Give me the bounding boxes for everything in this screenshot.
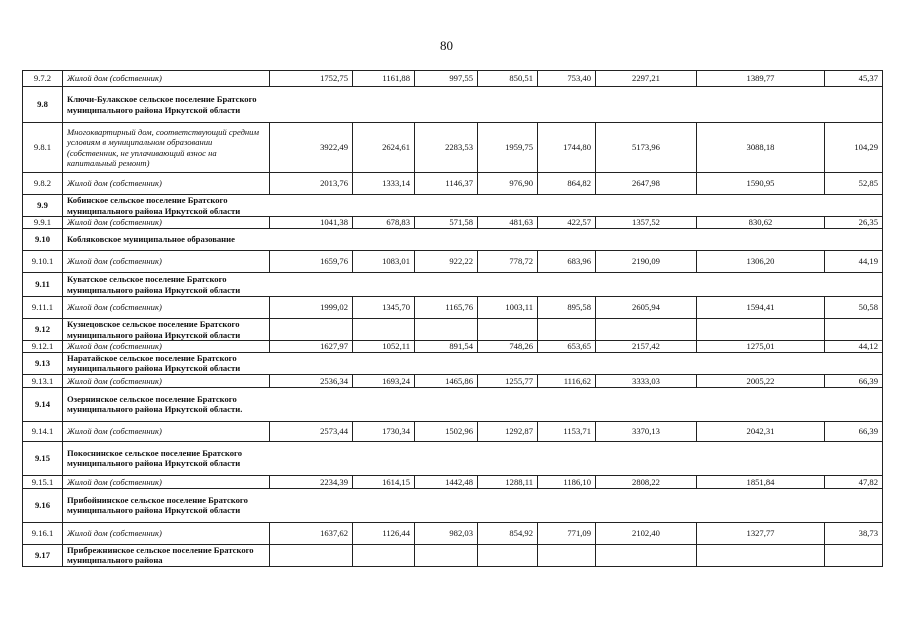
value-cell-1: 1627,97 [270,341,353,353]
value-cell-6: 1357,52 [596,217,697,229]
settlement-row [23,273,883,297]
settlement-row [23,87,883,123]
value-cell-7: 2042,31 [697,421,825,441]
object-type: Жилой дом (собственник) [63,173,270,195]
value-cell-5: 864,82 [538,173,596,195]
settlement-row [23,229,883,251]
value-cell-2: 1126,44 [353,522,415,544]
empty-cell [353,319,415,341]
value-cell-3: 2283,53 [415,123,478,173]
value-cell-8: 104,29 [825,123,883,173]
value-cell-1: 1752,75 [270,71,353,87]
value-cell-2: 1052,11 [353,341,415,353]
settlement-name [63,273,883,297]
value-cell-2: 1345,70 [353,297,415,319]
empty-cell [538,319,596,341]
value-cell-8: 66,39 [825,421,883,441]
settlement-name-text: Покоснинское сельское поселение Братского муниципального района Иркутской области [67,447,242,469]
object-type: Жилой дом (собственник) [63,251,270,273]
value-cell-7: 1389,77 [697,71,825,87]
value-cell-2: 1730,34 [353,421,415,441]
object-type: Жилой дом (собственник) [63,71,270,87]
value-cell-1: 2536,34 [270,374,353,387]
value-cell-2: 1083,01 [353,251,415,273]
empty-cell [825,544,883,566]
value-cell-3: 1165,76 [415,297,478,319]
row-code: 9.13.1 [23,374,63,387]
value-cell-4: 778,72 [478,251,538,273]
settlement-name-text: Озернинское сельское поселение Братского муниципального района Иркутской области. [67,393,243,415]
value-cell-5: 1744,80 [538,123,596,173]
row-code: 9.16 [23,488,63,522]
value-cell-2: 1693,24 [353,374,415,387]
settlement-row [23,441,883,475]
value-cell-5: 895,58 [538,297,596,319]
empty-cell [478,319,538,341]
value-cell-4: 976,90 [478,173,538,195]
value-cell-6: 2190,09 [596,251,697,273]
value-cell-1: 1659,76 [270,251,353,273]
value-cell-4: 1292,87 [478,421,538,441]
settlement-name-text: Прибойнинское сельское поселение Братского муниципального района Иркутской области [67,494,248,516]
page-number: 80 [440,38,453,53]
value-cell-5: 1153,71 [538,421,596,441]
table-row [23,374,883,387]
value-cell-8: 47,82 [825,475,883,488]
table-row [23,251,883,273]
row-code: 9.12 [23,319,63,341]
value-cell-4: 850,51 [478,71,538,87]
row-code: 9.11.1 [23,297,63,319]
row-code: 9.15 [23,441,63,475]
value-cell-7: 830,62 [697,217,825,229]
row-code: 9.8 [23,87,63,123]
empty-cell [353,544,415,566]
table-row [23,173,883,195]
settlement-name [63,319,270,341]
settlement-row [23,387,883,421]
value-cell-6: 2102,40 [596,522,697,544]
value-cell-3: 997,55 [415,71,478,87]
value-cell-8: 44,19 [825,251,883,273]
row-code: 9.10.1 [23,251,63,273]
value-cell-5: 1186,10 [538,475,596,488]
value-cell-7: 1594,41 [697,297,825,319]
object-type: Жилой дом (собственник) [63,374,270,387]
tariff-table [22,70,883,567]
value-cell-1: 1637,62 [270,522,353,544]
tariff-table-body [23,71,883,567]
empty-cell [415,319,478,341]
value-cell-5: 1116,62 [538,374,596,387]
settlement-name [63,195,883,217]
value-cell-6: 3333,03 [596,374,697,387]
value-cell-1: 2013,76 [270,173,353,195]
settlement-name-text: Кобляковское муниципальное образование [67,234,235,245]
row-code: 9.13 [23,353,63,375]
row-code: 9.8.1 [23,123,63,173]
row-code: 9.9 [23,195,63,217]
value-cell-6: 2297,21 [596,71,697,87]
table-row [23,475,883,488]
value-cell-6: 3370,13 [596,421,697,441]
settlement-row [23,488,883,522]
row-code: 9.17 [23,544,63,566]
table-row [23,297,883,319]
object-type: Жилой дом (собственник) [63,341,270,353]
value-cell-6: 2157,42 [596,341,697,353]
settlement-name-text: Кобинское сельское поселение Братского муниципального района Иркутской области [67,195,241,216]
empty-cell [415,544,478,566]
object-type: Жилой дом (собственник) [63,475,270,488]
value-cell-2: 2624,61 [353,123,415,173]
value-cell-2: 1333,14 [353,173,415,195]
settlement-name [63,87,883,123]
settlement-name [63,544,270,566]
settlement-name-text: Кузнецовское сельское поселение Братского муниципального района Иркутской области [67,319,241,340]
value-cell-3: 982,03 [415,522,478,544]
value-cell-1: 2234,39 [270,475,353,488]
value-cell-1: 1041,38 [270,217,353,229]
value-cell-4: 854,92 [478,522,538,544]
value-cell-6: 5173,96 [596,123,697,173]
settlement-name-text: Наратайское сельское поселение Братского муниципального района Иркутской области [67,353,241,374]
empty-cell [538,544,596,566]
row-code: 9.7.2 [23,71,63,87]
value-cell-4: 1288,11 [478,475,538,488]
value-cell-3: 571,58 [415,217,478,229]
settlement-name-text: Ключи-Булакское сельское поселение Братского муниципального района Иркутской области [67,94,257,115]
empty-cell [270,319,353,341]
value-cell-8: 50,58 [825,297,883,319]
settlement-row [23,544,883,566]
value-cell-5: 683,96 [538,251,596,273]
row-code: 9.15.1 [23,475,63,488]
value-cell-7: 1306,20 [697,251,825,273]
value-cell-1: 2573,44 [270,421,353,441]
value-cell-5: 422,57 [538,217,596,229]
object-type: Жилой дом (собственник) [63,217,270,229]
object-type: Жилой дом (собственник) [63,522,270,544]
value-cell-6: 2647,98 [596,173,697,195]
value-cell-2: 678,83 [353,217,415,229]
value-cell-7: 3088,18 [697,123,825,173]
value-cell-5: 653,65 [538,341,596,353]
empty-cell [270,544,353,566]
value-cell-5: 771,09 [538,522,596,544]
empty-cell [596,319,697,341]
value-cell-1: 1999,02 [270,297,353,319]
table-row [23,123,883,173]
value-cell-7: 1590,95 [697,173,825,195]
value-cell-3: 1442,48 [415,475,478,488]
settlement-name [63,387,883,421]
row-code: 9.8.2 [23,173,63,195]
value-cell-4: 1255,77 [478,374,538,387]
value-cell-6: 2605,94 [596,297,697,319]
value-cell-3: 922,22 [415,251,478,273]
settlement-name [63,229,883,251]
value-cell-8: 38,73 [825,522,883,544]
value-cell-3: 1502,96 [415,421,478,441]
row-code: 9.11 [23,273,63,297]
row-code: 9.10 [23,229,63,251]
value-cell-2: 1614,15 [353,475,415,488]
value-cell-7: 1851,84 [697,475,825,488]
value-cell-4: 481,63 [478,217,538,229]
value-cell-3: 1465,86 [415,374,478,387]
empty-cell [697,544,825,566]
object-type: Многоквартирный дом, соответствующий средним условиям в муниципальном образовании (собственник, не уплачивающий взнос на капитальный ремонт) [63,123,270,173]
value-cell-6: 2808,22 [596,475,697,488]
value-cell-5: 753,40 [538,71,596,87]
empty-cell [697,319,825,341]
value-cell-8: 45,37 [825,71,883,87]
value-cell-8: 52,85 [825,173,883,195]
value-cell-4: 1959,75 [478,123,538,173]
settlement-row [23,195,883,217]
row-code: 9.14.1 [23,421,63,441]
settlement-name [63,441,883,475]
table-row [23,522,883,544]
object-type: Жилой дом (собственник) [63,297,270,319]
row-code: 9.16.1 [23,522,63,544]
value-cell-2: 1161,88 [353,71,415,87]
value-cell-7: 1275,01 [697,341,825,353]
value-cell-8: 44,12 [825,341,883,353]
row-code: 9.12.1 [23,341,63,353]
value-cell-1: 3922,49 [270,123,353,173]
value-cell-7: 2005,22 [697,374,825,387]
object-type: Жилой дом (собственник) [63,421,270,441]
settlement-row [23,353,883,375]
table-row [23,217,883,229]
row-code: 9.9.1 [23,217,63,229]
row-code: 9.14 [23,387,63,421]
value-cell-8: 26,35 [825,217,883,229]
value-cell-3: 891,54 [415,341,478,353]
settlement-name-text: Прибрежнинское сельское поселение Братского муниципального района [67,544,254,566]
settlement-name-text: Куватское сельское поселение Братского муниципального района Иркутской области [67,274,241,295]
empty-cell [596,544,697,566]
value-cell-7: 1327,77 [697,522,825,544]
settlement-name [63,488,883,522]
settlement-row [23,319,883,341]
value-cell-3: 1146,37 [415,173,478,195]
table-row [23,421,883,441]
value-cell-4: 1003,11 [478,297,538,319]
value-cell-8: 66,39 [825,374,883,387]
table-row [23,341,883,353]
settlement-name [63,353,883,375]
empty-cell [825,319,883,341]
empty-cell [478,544,538,566]
value-cell-4: 748,26 [478,341,538,353]
table-row [23,71,883,87]
